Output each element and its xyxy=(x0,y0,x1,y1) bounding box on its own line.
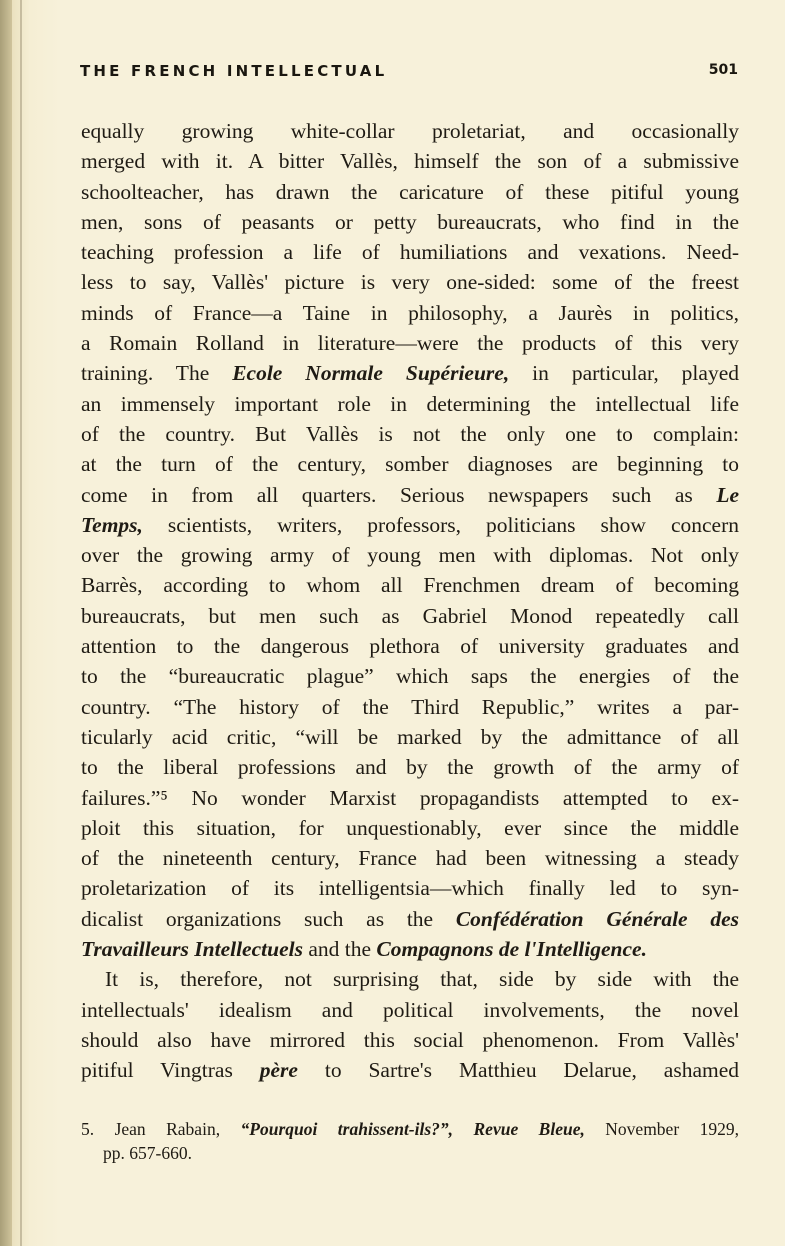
body-line xyxy=(81,510,739,540)
text-segment: equally growing white-collar proletariat, and occasionally xyxy=(81,119,739,143)
body-line xyxy=(81,873,739,903)
body-line xyxy=(81,177,739,207)
italic-text: Travailleurs Intellectuels xyxy=(81,937,303,962)
body-line xyxy=(81,237,739,267)
text-segment: minds of France—a Taine in philosophy, a Jaurès in politics, xyxy=(81,300,739,325)
text-segment: pitiful Vingtras xyxy=(81,1058,260,1083)
body-line xyxy=(81,419,739,449)
italic-text: Temps, xyxy=(81,512,143,537)
body-line xyxy=(81,1055,739,1085)
italic-text: père xyxy=(259,1058,298,1083)
binding-edge xyxy=(20,0,22,1246)
italic-text: Revue Bleue, xyxy=(473,1119,585,1139)
text-segment: in particular, played xyxy=(509,361,739,386)
body-line xyxy=(81,722,739,752)
body-line xyxy=(81,904,739,934)
text-segment xyxy=(453,1119,473,1139)
italic-text: “Pourquoi trahissent-ils?”, xyxy=(240,1119,454,1139)
body-line xyxy=(81,389,739,419)
footnote-line xyxy=(81,1141,739,1165)
body-line xyxy=(81,1025,739,1055)
text-segment: proletarization of its intelligentsia—which finally led to syn- xyxy=(81,876,739,901)
text-segment: an immensely important role in determining the intellectual life xyxy=(81,391,739,416)
body-text xyxy=(81,116,739,1086)
body-line xyxy=(81,207,739,237)
text-segment: bureaucrats, but men such as Gabriel Monod repeatedly call xyxy=(81,603,739,628)
text-segment: to the liberal professions and by the growth of the army of xyxy=(81,755,739,780)
running-head: THE FRENCH INTELLECTUAL xyxy=(80,62,388,80)
italic-text: Le xyxy=(716,482,739,507)
text-segment: training. The xyxy=(81,361,233,386)
page-header xyxy=(80,62,738,86)
text-segment: November 1929, xyxy=(584,1119,739,1139)
body-line xyxy=(81,298,739,328)
text-segment: failures.”⁵ No wonder Marxist propagandists attempted to ex- xyxy=(81,785,739,810)
text-segment: and the xyxy=(302,937,377,962)
text-segment: less to say, Vallès' picture is very one-sided: some of the freest xyxy=(81,270,739,295)
text-segment: Barrès, according to whom all Frenchmen dream of becoming xyxy=(81,573,739,598)
text-segment: of the nineteenth century, France had been witnessing a steady xyxy=(81,846,739,871)
text-segment: teaching profession a life of humiliations and vexations. Need- xyxy=(81,240,739,265)
body-line xyxy=(81,843,739,873)
body-line xyxy=(81,661,739,691)
body-line xyxy=(81,631,739,661)
text-segment: of the country. But Vallès is not the only one to complain: xyxy=(81,421,739,446)
text-segment: merged with it. A bitter Vallès, himself the son of a submissive xyxy=(81,149,739,174)
page-gutter-shadow xyxy=(0,0,12,1246)
body-line xyxy=(81,146,739,176)
body-line xyxy=(81,267,739,297)
text-segment: ploit this situation, for unquestionably, ever since the middle xyxy=(81,815,739,840)
body-line xyxy=(81,449,739,479)
text-segment: country. “The history of the Third Republic,” writes a par- xyxy=(81,694,739,719)
text-segment: attention to the dangerous plethora of university graduates and xyxy=(81,634,739,659)
body-line xyxy=(81,692,739,722)
text-segment: come in from all quarters. Serious newspapers such as xyxy=(81,482,717,507)
body-line xyxy=(81,934,739,964)
body-line xyxy=(81,480,739,510)
body-line xyxy=(81,358,739,388)
body-line xyxy=(81,995,739,1025)
text-segment: schoolteacher, has drawn the caricature of these pitiful young xyxy=(81,179,739,204)
body-line xyxy=(81,570,739,600)
text-segment: at the turn of the century, somber diagnoses are beginning to xyxy=(81,452,739,477)
body-line xyxy=(81,813,739,843)
footnote-line xyxy=(81,1117,739,1141)
text-segment: ticularly acid critic, “will be marked by the admittance of all xyxy=(81,724,739,749)
text-segment: men, sons of peasants or petty bureaucrats, who find in the xyxy=(81,209,739,234)
text-segment: should also have mirrored this social phenomenon. From Vallès' xyxy=(81,1027,739,1052)
italic-text: Ecole Normale Supérieure, xyxy=(232,361,510,386)
text-segment: dicalist organizations such as the xyxy=(81,906,456,931)
italic-text: Confédération Générale des xyxy=(455,906,739,931)
body-line xyxy=(81,783,739,813)
text-segment: 5. Jean Rabain, xyxy=(81,1119,241,1139)
text-segment: scientists, writers, professors, politicians show concern xyxy=(142,512,739,537)
body-line xyxy=(81,752,739,782)
text-segment: over the growing army of young men with diplomas. Not only xyxy=(81,543,739,568)
body-line xyxy=(81,540,739,570)
body-line xyxy=(81,116,739,146)
text-segment: It is, therefore, not surprising that, side by side with the xyxy=(105,967,739,992)
text-segment: to Sartre's Matthieu Delarue, ashamed xyxy=(297,1058,739,1083)
body-line xyxy=(81,964,739,994)
italic-text: Compagnons de l'Intelligence. xyxy=(376,937,647,962)
body-line xyxy=(81,328,739,358)
text-segment: intellectuals' idealism and political involvements, the novel xyxy=(81,997,739,1022)
text-segment: a Romain Rolland in literature—were the products of this very xyxy=(81,331,739,356)
body-line xyxy=(81,601,739,631)
text-segment: to the “bureaucratic plague” which saps the energies of the xyxy=(81,664,739,689)
text-segment: pp. 657-660. xyxy=(103,1143,192,1163)
page-number: 501 xyxy=(708,62,738,78)
footnote xyxy=(81,1117,739,1165)
